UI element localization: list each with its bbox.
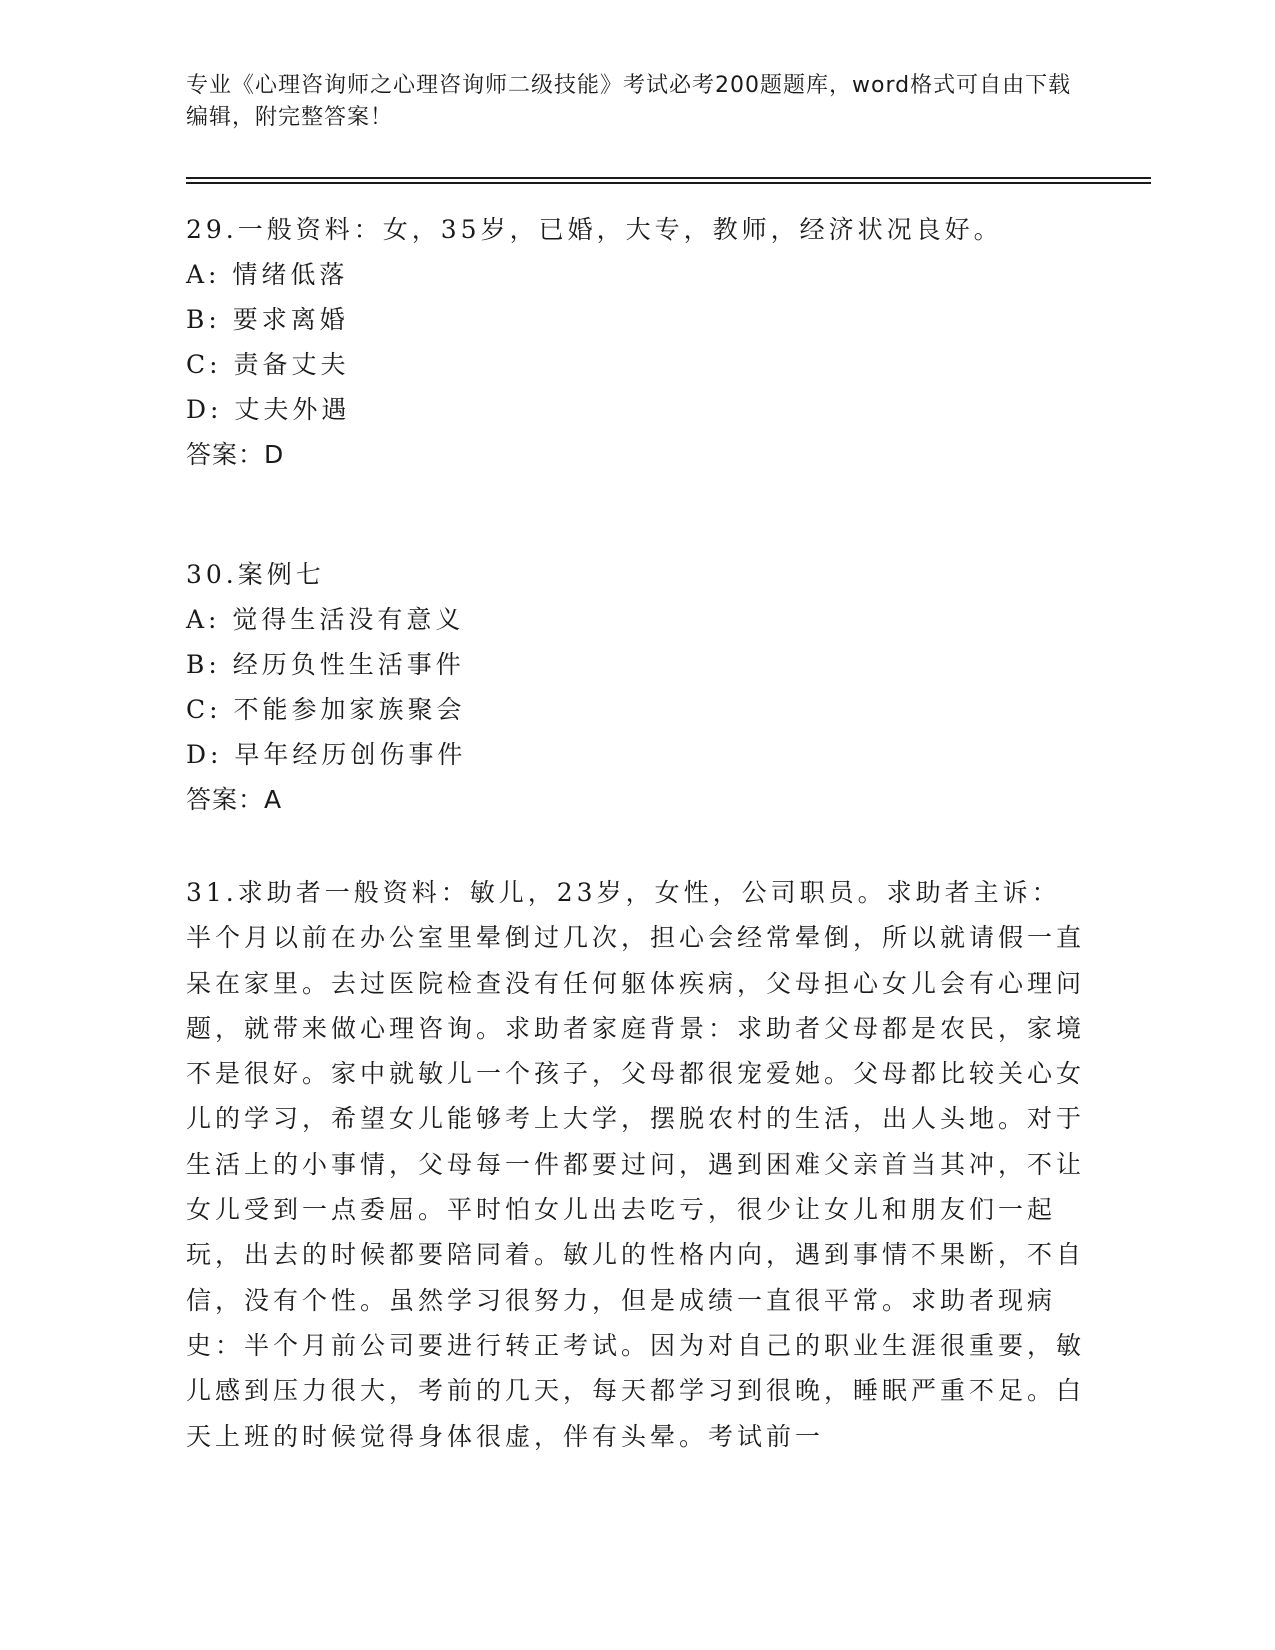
- option-a: A: 情绪低落: [186, 260, 349, 289]
- question-stem: 30.案例七: [186, 560, 325, 589]
- question-stem: 29.一般资料：女，35岁，已婚，大专，教师，经济状况良好。: [186, 215, 1003, 244]
- option-c: C: 不能参加家族聚会: [186, 695, 466, 724]
- question-30: [186, 552, 466, 822]
- question-29: [186, 207, 1003, 477]
- header-divider-bottom: [186, 182, 1151, 184]
- option-c: C: 责备丈夫: [186, 350, 350, 379]
- option-b: B: 要求离婚: [186, 305, 349, 334]
- option-a: A: 觉得生活没有意义: [186, 605, 465, 634]
- document-header: 专业《心理咨询师之心理咨询师二级技能》考试必考200题题库，word格式可自由下载编辑，附完整答案！: [186, 73, 1072, 130]
- question-31: [186, 870, 1086, 1459]
- answer: 答案：A: [186, 785, 283, 814]
- answer: 答案：D: [186, 440, 285, 469]
- option-d: D: 丈夫外遇: [186, 395, 351, 424]
- header-divider-top: [186, 177, 1151, 179]
- option-b: B: 经历负性生活事件: [186, 650, 465, 679]
- option-d: D: 早年经历创伤事件: [186, 740, 467, 769]
- question-stem: 31.求助者一般资料：敏儿，23岁，女性，公司职员。求助者主诉：半个月以前在办公室里晕倒过几次，担心会经常晕倒，所以就请假一直呆在家里。去过医院检查没有任何躯体疾病，父母担心女儿会有心理问题，就带来做心理咨询。求助者家庭背景：求助者父母都是农民，家境不是很好。家中就敏儿一个孩子，父母都很宠爱她。父母都比较关心女儿的学习，希望女儿能够考上大学，摆脱农村的生活，出人头地。对于生活上的小事情，父母每一件都要过问，遇到困难父亲首当其冲，不让女儿受到一点委屈。平时怕女儿出去吃亏，很少让女儿和朋友们一起玩，出去的时候都要陪同着。敏儿的性格内向，遇到事情不果断，不自信，没有个性。虽然学习很努力，但是成绩一直很平常。求助者现病史：半个月前公司要进行转正考试。因为对自己的职业生涯很重要，敏儿感到压力很大，考前的几天，每天都学习到很晚，睡眠严重不足。白天上班的时候觉得身体很虚，伴有头晕。考试前一: [186, 878, 1086, 1451]
